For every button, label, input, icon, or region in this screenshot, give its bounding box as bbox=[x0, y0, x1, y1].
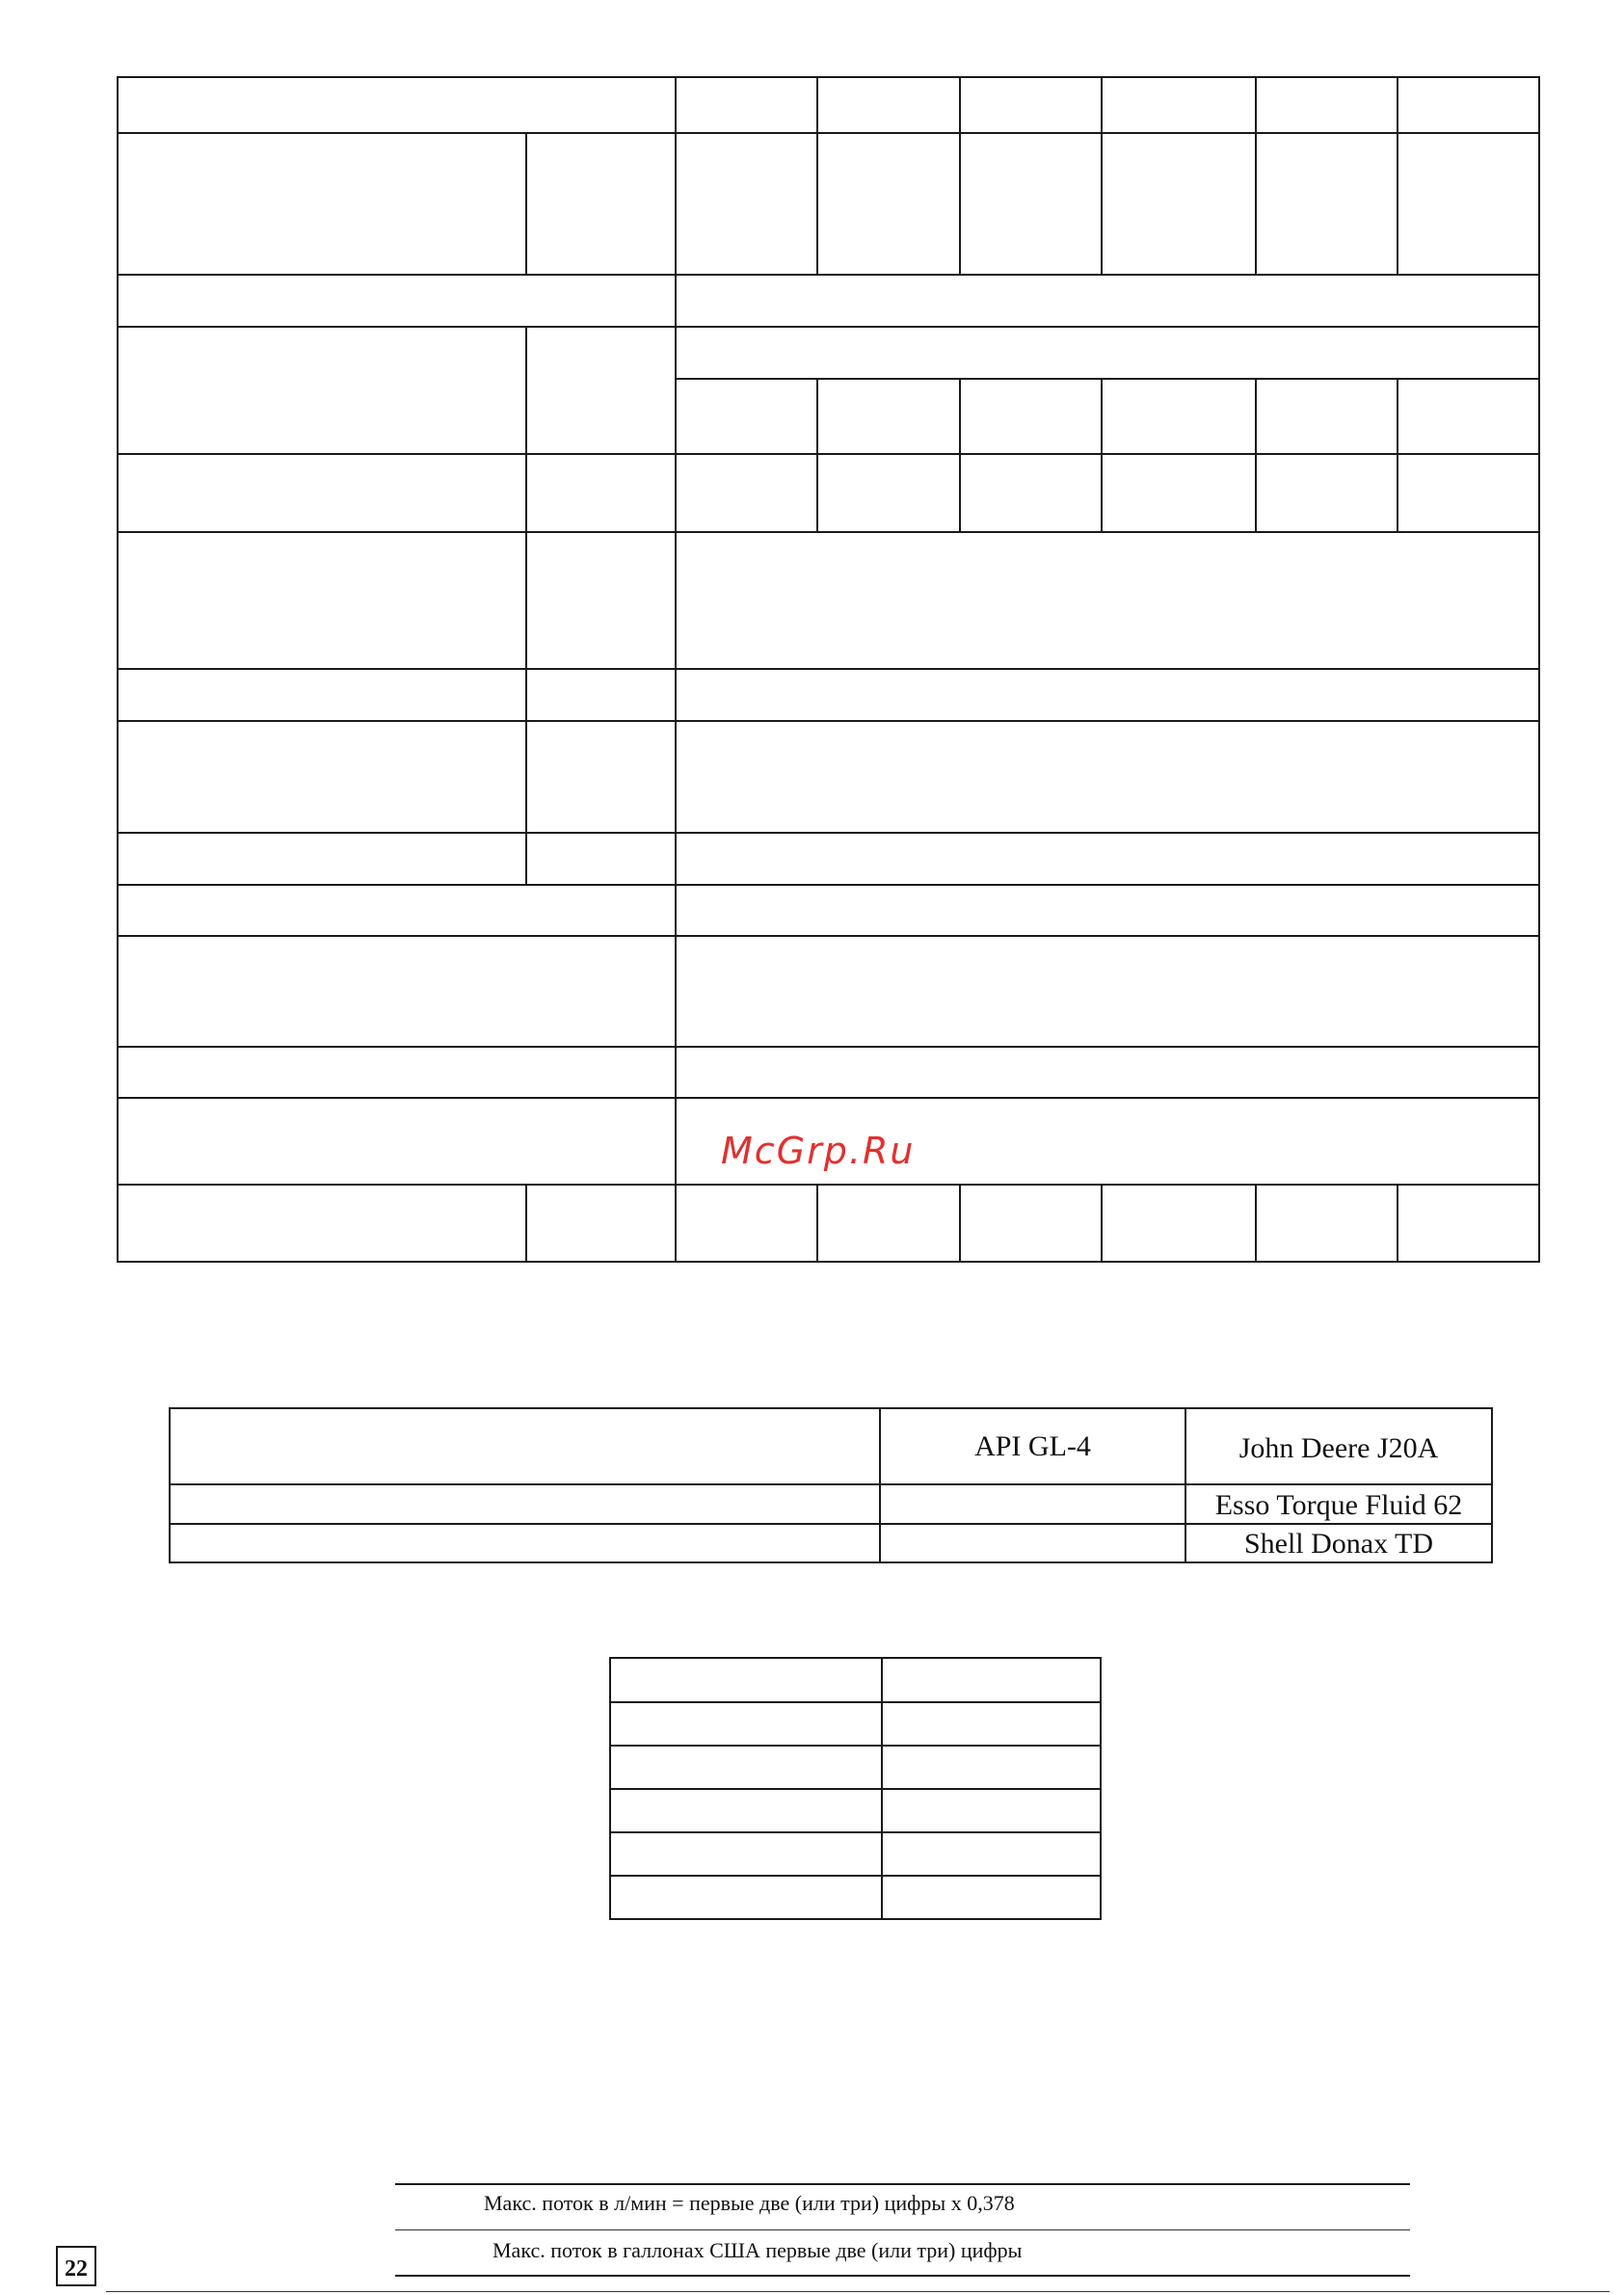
small-table-hline bbox=[609, 1657, 1102, 1659]
spec-table-hline bbox=[117, 832, 1540, 834]
small-table-hline bbox=[609, 1745, 1102, 1747]
spec-table-vline bbox=[1255, 378, 1257, 531]
small-table bbox=[0, 1639, 1624, 1928]
lubricant-cell: Shell Donax TD bbox=[1243, 1528, 1434, 1560]
page-number: 22 bbox=[65, 2256, 88, 2282]
spec-table-vline bbox=[1397, 76, 1398, 274]
small-table-hline bbox=[609, 1831, 1102, 1833]
spec-table-hline bbox=[117, 935, 1540, 937]
lubricant-header-jd: John Deere J20A bbox=[1238, 1432, 1439, 1464]
footer bbox=[0, 2169, 1624, 2295]
lubricant-table-vline bbox=[879, 1407, 881, 1563]
spec-table-vline bbox=[117, 76, 119, 1263]
spec-table-hline bbox=[675, 378, 1540, 380]
spec-table-hline bbox=[117, 531, 1540, 533]
footer-rule bbox=[395, 2229, 1410, 2230]
spec-table-vline bbox=[959, 378, 961, 531]
spec-table-hline bbox=[117, 1261, 1540, 1263]
footer-line-2: Макс. поток в галлонах США первые две (или три) цифры bbox=[493, 2238, 1023, 2262]
lubricant-table-vline bbox=[169, 1407, 171, 1563]
small-table-vline bbox=[609, 1657, 611, 1920]
spec-table-hline bbox=[117, 1046, 1540, 1048]
small-table-vline bbox=[1100, 1657, 1102, 1920]
spec-table-hline bbox=[117, 720, 1540, 722]
watermark: McGrp.Ru bbox=[721, 1130, 916, 1172]
small-table-hline bbox=[609, 1875, 1102, 1877]
spec-table-hline bbox=[117, 76, 1540, 78]
spec-table-hline bbox=[117, 132, 1540, 134]
spec-table-hline bbox=[117, 884, 1540, 886]
lubricant-table-hline bbox=[169, 1523, 1493, 1525]
lubricant-table-hline bbox=[169, 1561, 1493, 1563]
spec-table-vline bbox=[675, 76, 677, 1263]
spec-table-vline bbox=[1101, 76, 1103, 274]
lubricant-table-hline bbox=[169, 1483, 1493, 1485]
lubricant-header-api: API GL-4 bbox=[974, 1430, 1091, 1462]
footer-rule bbox=[395, 2183, 1410, 2185]
spec-table-vline bbox=[1397, 378, 1398, 531]
spec-table-vline bbox=[525, 132, 527, 274]
spec-table-hline bbox=[117, 326, 1540, 328]
spec-table-hline bbox=[117, 668, 1540, 670]
spec-table-vline bbox=[816, 1184, 818, 1261]
spec-table-vline bbox=[1397, 1184, 1398, 1261]
spec-table-vline bbox=[959, 76, 961, 274]
spec-table-vline bbox=[525, 326, 527, 884]
spec-table-vline bbox=[816, 378, 818, 531]
small-table-hline bbox=[609, 1788, 1102, 1790]
footer-line-1: Макс. поток в л/мин = первые две (или три) цифры х 0,378 bbox=[484, 2191, 1015, 2215]
spec-table-hline bbox=[117, 1097, 1540, 1099]
footer-rule bbox=[106, 2291, 1610, 2292]
lubricant-table bbox=[0, 1398, 1624, 1571]
small-table-vline bbox=[881, 1657, 883, 1920]
spec-table-hline bbox=[117, 1184, 1540, 1186]
page-number-box bbox=[56, 2246, 96, 2286]
spec-table-vline bbox=[525, 1184, 527, 1261]
spec-table-hline bbox=[117, 274, 1540, 276]
spec-table-hline bbox=[117, 453, 1540, 455]
spec-table-vline bbox=[1255, 1184, 1257, 1261]
lubricant-cell: Esso Torque Fluid 62 bbox=[1214, 1489, 1463, 1521]
spec-table-vline bbox=[1101, 378, 1103, 531]
spec-table-vline bbox=[1255, 76, 1257, 274]
lubricant-table-hline bbox=[169, 1407, 1493, 1409]
spec-table-vline bbox=[816, 76, 818, 274]
small-table-hline bbox=[609, 1918, 1102, 1920]
small-table-hline bbox=[609, 1701, 1102, 1703]
spec-table-vline bbox=[1101, 1184, 1103, 1261]
lubricant-table-vline bbox=[1491, 1407, 1493, 1563]
footer-rule bbox=[395, 2275, 1410, 2277]
spec-table-vline bbox=[1538, 76, 1540, 1263]
spec-table-vline bbox=[959, 1184, 961, 1261]
